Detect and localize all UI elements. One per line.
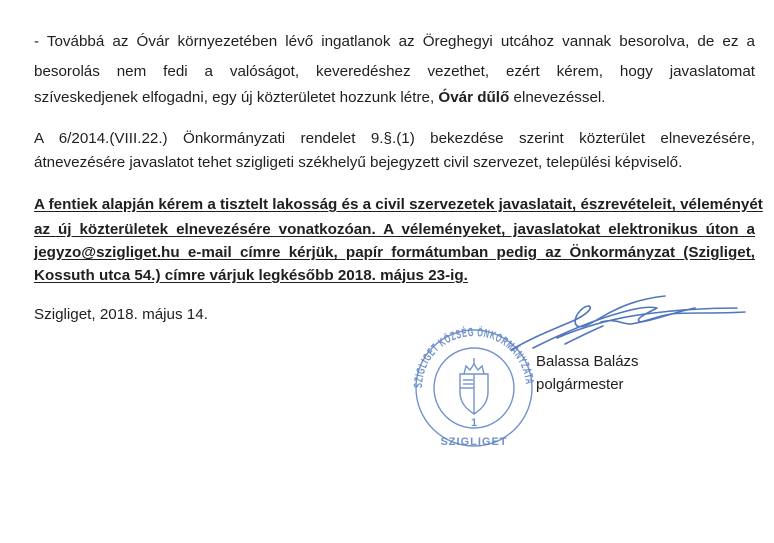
signer-title: polgármester xyxy=(536,376,624,393)
new-street-name: Óvár dűlő xyxy=(438,89,510,106)
official-stamp xyxy=(404,318,544,448)
paragraph-1-line-3-text: szíveskedjenek elfogadni, egy új közterületet hozzunk létre, xyxy=(34,89,439,106)
date-line: Szigliget, 2018. május 14. xyxy=(34,306,208,323)
paragraph-2-line-1: A 6/2014.(VIII.22.) Önkormányzati rendelet 9.§.(1) bekezdése szerint közterület elnevezésére, xyxy=(34,130,755,147)
paragraph-2-line-2: átnevezésére javaslatot tehet szigligeti székhelyű bejegyzett civil szervezet, települési képviselő. xyxy=(34,154,683,171)
paragraph-3-line-1: A fentiek alapján kérem a tisztelt lakosság és a civil szervezetek javaslatait, észrevételeit, véleményét xyxy=(34,196,763,213)
paragraph-3-line-4: Kossuth utca 54.) címre várjuk legkésőbb 2018. május 23-ig. xyxy=(34,267,468,284)
paragraph-3-line-2: az új közterületek elnevezésére vonatkozóan. A véleményeket, javaslatokat elektronikus úton a xyxy=(34,221,755,238)
paragraph-3-line-3: jegyzo@szigliget.hu e-mail címre kérjük, papír formátumban pedig az Önkormányzat (Szigliget, xyxy=(34,244,755,261)
stamp-bottom-text: SZIGLIGET xyxy=(440,436,508,448)
paragraph-1-line-3 xyxy=(34,88,755,108)
paragraph-1-line-2: besorolás nem fedi a valóságot, keveredéshez vezethet, ezért kérem, hogy javaslatomat xyxy=(34,63,755,80)
signer-name: Balassa Balázs xyxy=(536,353,639,370)
stamp-ring-text: SZIGLIGET KÖZSÉG ÖNKORMÁNYZATA xyxy=(410,324,538,390)
paragraph-1-line-3-end: elnevezéssel. xyxy=(509,89,606,106)
stamp-number: 1 xyxy=(470,417,478,429)
paragraph-1-line-1: - Továbbá az Óvár környezetében lévő ingatlanok az Öreghegyi utcához vannak besorolva, de ez a xyxy=(34,33,755,50)
